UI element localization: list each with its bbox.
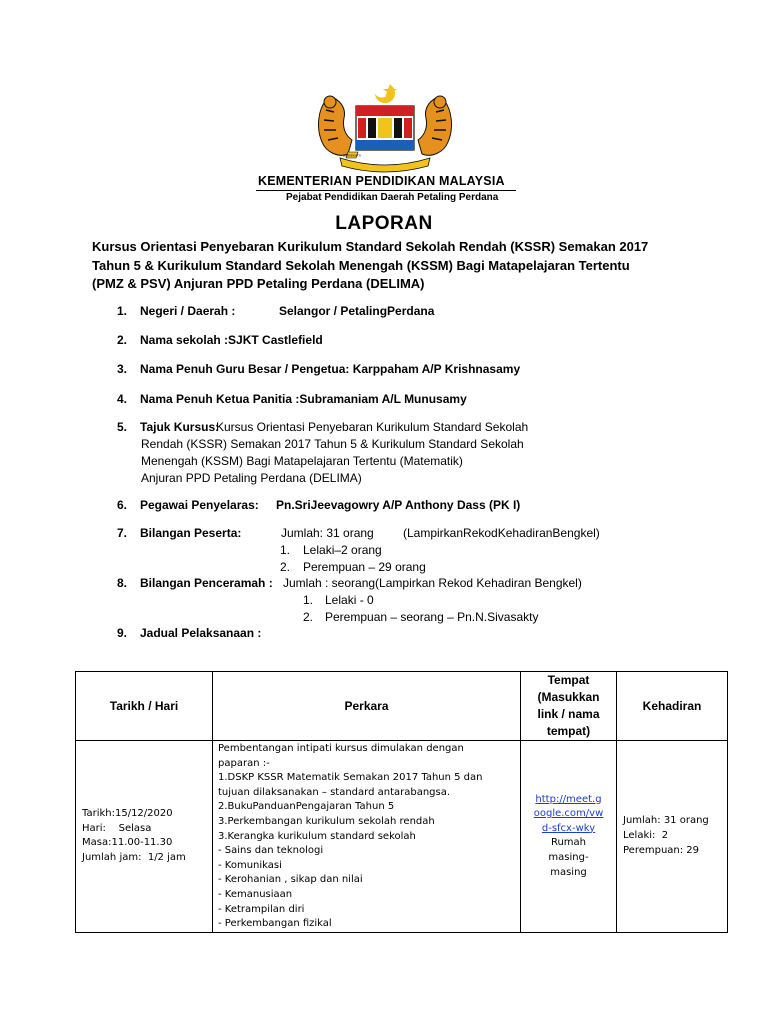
speakers-male	[303, 593, 374, 607]
perkara-line: 1.DSKP KSSR Matematik Semakan 2017 Tahun 5 dan	[218, 772, 483, 784]
meet-link-line[interactable]: d-sfcx-wky	[541, 822, 596, 834]
table-row	[76, 741, 728, 933]
perkara-line: - Kerohanian , sikap dan nilai	[218, 874, 363, 886]
meet-link[interactable]	[521, 793, 616, 837]
item-number: 4.	[117, 392, 128, 406]
header-perkara: Perkara	[213, 672, 521, 741]
participants-female	[280, 560, 426, 574]
cell-perkara	[213, 741, 521, 933]
perkara-line: - Sains dan teknologi	[218, 845, 324, 857]
perkara-line: - Ketrampilan diri	[218, 903, 305, 915]
sub-number: 1.	[280, 543, 291, 557]
sub-text: Lelaki - 0	[325, 593, 374, 607]
place-line: masing	[550, 866, 587, 878]
item-number: 6.	[117, 498, 128, 512]
course-title-line: Rendah (KSSR) Semakan 2017 Tahun 5 & Kurikulum Standard Sekolah	[141, 437, 524, 451]
perkara-line: tujuan dilaksanakan – standard antarabangsa.	[218, 786, 451, 798]
perkara-line: Pembentangan intipati kursus dimulakan dengan	[218, 743, 464, 754]
item-number: 9.	[117, 626, 128, 640]
header-attendance: Kehadiran	[617, 672, 728, 741]
malaysia-coat-of-arms-logo	[312, 80, 458, 176]
participants-note: (LampirkanRekodKehadiranBengkel)	[403, 526, 600, 540]
cell-attendance	[617, 741, 728, 933]
course-title-line: Anjuran PPD Petaling Perdana (DELIMA)	[141, 471, 362, 485]
sub-number: 1.	[303, 593, 314, 607]
sub-number: 2.	[303, 610, 314, 624]
perkara-line: - Komunikasi	[218, 859, 282, 871]
date-line: Jumlah jam: 1/2 jam	[82, 851, 186, 863]
item-text: Nama Penuh Ketua Panitia :Subramaniam A/L Munusamy	[140, 392, 467, 406]
date-line: Tarikh:15/12/2020	[82, 808, 173, 820]
item-number: 3.	[117, 362, 128, 376]
perkara-line: 3.Perkembangan kurikulum sekolah rendah	[218, 815, 435, 827]
document-title: LAPORAN	[335, 213, 433, 234]
item-text: Nama sekolah :SJKT Castlefield	[140, 333, 323, 347]
office-name: Pejabat Pendidikan Daerah Petaling Perdana	[286, 192, 499, 203]
perkara-line: 3.Kerangka kurikulum standard sekolah	[218, 830, 416, 842]
item-label: Bilangan Peserta:	[140, 526, 242, 540]
item-number: 7.	[117, 526, 128, 540]
sub-number: 2.	[280, 560, 291, 574]
item-number: 1.	[117, 304, 128, 318]
item-text: Nama Penuh Guru Besar / Pengetua: Karppaham A/P Krishnasamy	[140, 362, 521, 376]
item-label: Bilangan Penceramah :	[140, 576, 273, 590]
perkara-line: - Perkembangan fizikal	[218, 918, 332, 930]
cell-date	[76, 741, 213, 933]
item-number: 8.	[117, 576, 128, 590]
attendance-line: Perempuan: 29	[623, 844, 700, 856]
meet-link-line[interactable]: oogle.com/vw	[533, 808, 604, 820]
schedule-table	[75, 671, 728, 933]
document-subtitle	[92, 238, 692, 294]
perkara-line: - Kemanusiaan	[218, 888, 293, 900]
speakers-total: Jumlah : seorang(Lampirkan Rekod Kehadiran Bengkel)	[283, 576, 582, 590]
header-date: Tarikh / Hari	[76, 672, 213, 741]
header-place-line: Tempat	[547, 673, 590, 687]
course-title-line: Kursus Orientasi Penyebaran Kurikulum Standard Sekolah	[216, 420, 529, 434]
header-place-line: (Masukkan	[537, 690, 600, 704]
table-header-row	[76, 672, 728, 741]
header-place-line: tempat)	[546, 724, 591, 738]
perkara-line: paparan :-	[218, 757, 270, 769]
subtitle-line: Kursus Orientasi Penyebaran Kurikulum Standard Sekolah Rendah (KSSR) Semakan 2017	[92, 239, 649, 254]
sub-text: Perempuan – seorang – Pn.N.Sivasakty	[325, 610, 539, 624]
item-number: 2.	[117, 333, 128, 347]
subtitle-line: Tahun 5 & Kurikulum Standard Sekolah Menengah (KSSM) Bagi Matapelajaran Tertentu	[92, 257, 630, 273]
place-line: masing-	[548, 851, 589, 863]
perkara-line: 2.BukuPanduanPengajaran Tahun 5	[218, 801, 395, 813]
place-line: Rumah	[550, 837, 587, 849]
header-place-line: link / nama	[537, 707, 600, 721]
svg-text:BERSEKUTU: BERSEKUTU	[343, 153, 361, 158]
speakers-female	[303, 610, 539, 624]
ministry-name: KEMENTERIAN PENDIDIKAN MALAYSIA	[258, 174, 505, 188]
item-value: Selangor / PetalingPerdana	[279, 304, 435, 318]
subtitle-line: (PMZ & PSV) Anjuran PPD Petaling Perdana (DELIMA)	[92, 276, 425, 291]
item-value: Pn.SriJeevagowry A/P Anthony Dass (PK I)	[276, 498, 521, 512]
item-label: Negeri / Daerah :	[140, 304, 236, 318]
sub-text: Perempuan – 29 orang	[303, 560, 426, 574]
item-number: 5.	[117, 420, 128, 434]
item-label: Tajuk Kursus:	[140, 420, 220, 434]
participants-total: Jumlah: 31 orang	[281, 526, 374, 540]
attendance-line: Lelaki: 2	[623, 830, 669, 842]
header-place	[521, 672, 617, 741]
cell-place	[521, 741, 617, 933]
banner-divider	[256, 190, 516, 191]
sub-text: Lelaki–2 orang	[303, 543, 382, 557]
meet-link-line[interactable]: http://meet.g	[535, 793, 602, 805]
course-title-line: Menengah (KSSM) Bagi Matapelajaran Tertentu (Matematik)	[141, 454, 463, 468]
item-text: Jadual Pelaksanaan :	[140, 626, 262, 640]
participants-male	[280, 543, 382, 557]
date-line: Masa:11.00-11.30	[82, 837, 173, 849]
item-label: Pegawai Penyelaras:	[140, 498, 259, 512]
attendance-line: Jumlah: 31 orang	[623, 815, 709, 827]
date-line: Hari: Selasa	[82, 822, 152, 834]
